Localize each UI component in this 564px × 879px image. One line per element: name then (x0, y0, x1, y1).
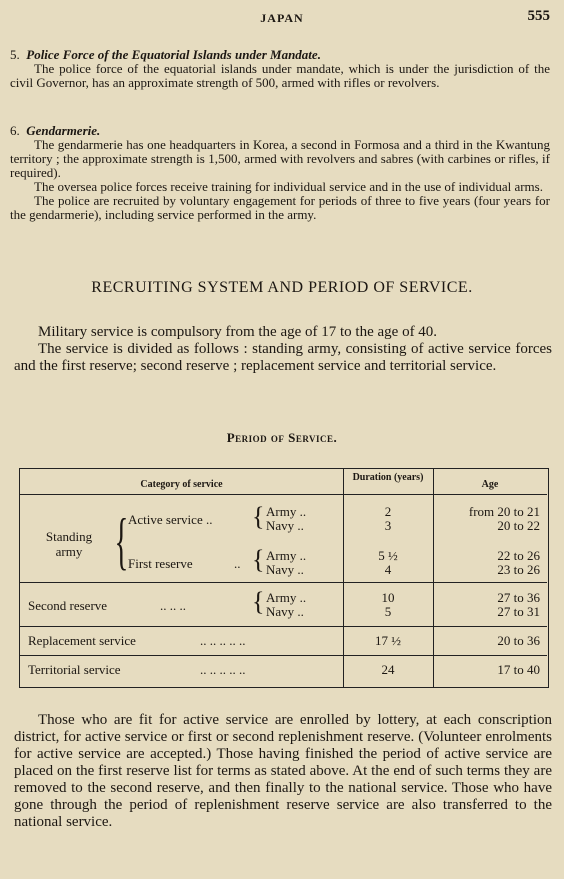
army-label: Army .. (266, 504, 307, 519)
section-6-paragraph-1: The gendarmerie has one headquarters in Korea, a second in Formosa and a third in the Kwantung territory ; the approximate strength is 1,500, armed with revolvers and sabres (with carbines or rifles, if required). (10, 137, 550, 180)
closing-text: Those who are fit for active service are enrolled by lottery, at each conscription district, for active service or first or second replenishment reserve. (Volunteer enrolments for active service are accepted.) Those having finished the period of active service are placed on the first reserve list for terms as stated above. At the end of such terms they are removed to the second reserve, and then finally to the national service. Those who have gone through the period of replenishment reserve service are also transferred to the national service. (14, 712, 552, 830)
header-duration: Duration (years) (352, 472, 424, 483)
section-6-paragraph-3: The police are recruited by voluntary engagement for periods of three to five years (four years for the gendarmerie), including service performed in the army. (10, 193, 550, 222)
duration-cell: 10 (381, 590, 395, 605)
recruiting-text (14, 324, 552, 375)
duration-cell: 4 (384, 562, 392, 577)
duration-cell: 2 (384, 504, 392, 519)
duration-cell: 5 ½ (378, 548, 398, 563)
active-service-label: Active service .. (128, 512, 213, 527)
leader-dots: .. .. .. .. .. (200, 662, 246, 677)
section-5 (10, 48, 550, 90)
recruiting-paragraph-1: Military service is compulsory from the age of 17 to the age of 40. (38, 324, 438, 340)
territorial-label: Territorial service (28, 662, 121, 677)
age-cell: 20 to 22 (497, 518, 540, 533)
leader-dots: .. .. .. (160, 598, 186, 613)
duration-cell: 5 (384, 604, 392, 619)
age-cell: 27 to 36 (497, 590, 540, 605)
duration-cell: 3 (384, 518, 392, 533)
age-cell: 20 to 36 (497, 633, 540, 648)
brace: { (114, 505, 129, 576)
section-6-paragraph-2: The oversea police forces receive training for individual service and in the use of individual arms. (34, 179, 543, 194)
table-title: Period of Service. (226, 430, 338, 445)
divider (20, 494, 547, 495)
recruiting-paragraph-2: The service is divided as follows : standing army, consisting of active service forces and the first reserve; second reserve ; replacement service and territorial service. (14, 341, 552, 374)
closing-paragraph (14, 712, 552, 831)
divider (20, 582, 547, 583)
leader-dots: .. (234, 556, 241, 571)
second-reserve-label: Second reserve (28, 598, 108, 613)
section-6 (10, 124, 550, 222)
navy-label: Navy .. (266, 518, 304, 533)
header-category: Category of service (140, 479, 223, 490)
replacement-label: Replacement service (28, 633, 136, 648)
age-cell: 22 to 26 (497, 548, 540, 563)
army-label: Army .. (266, 590, 307, 605)
age-cell: from 20 to 21 (468, 504, 540, 519)
section-6-number: 6. (10, 123, 20, 138)
navy-label: Navy .. (266, 562, 304, 577)
section-5-title: Police Force of the Equatorial Islands under Mandate. (26, 47, 321, 62)
standing-army-label: Standing army (45, 529, 93, 559)
recruiting-heading: RECRUITING SYSTEM AND PERIOD OF SERVICE. (91, 279, 473, 296)
divider (20, 626, 547, 627)
first-reserve-label: First reserve (128, 556, 193, 571)
duration-cell: 17 ½ (375, 633, 401, 648)
section-5-number: 5. (10, 47, 20, 62)
brace: { (252, 502, 265, 531)
brace: { (252, 545, 265, 574)
page-header (0, 8, 564, 28)
age-cell: 27 to 31 (497, 604, 540, 619)
period-of-service-table (19, 468, 549, 688)
army-label: Army .. (266, 548, 307, 563)
header-age: Age (481, 479, 499, 490)
page-number: 555 (527, 8, 550, 24)
divider (20, 655, 547, 656)
leader-dots: .. .. .. .. .. (200, 633, 246, 648)
age-cell: 17 to 40 (497, 662, 540, 677)
age-cell: 23 to 26 (497, 562, 540, 577)
duration-cell: 24 (381, 662, 395, 677)
navy-label: Navy .. (266, 604, 304, 619)
running-title: JAPAN (260, 11, 304, 25)
section-5-paragraph: The police force of the equatorial islands under mandate, which is under the jurisdiction of the civil Governor, has an approximate strength of 500, armed with rifles or revolvers. (10, 61, 550, 90)
section-6-title: Gendarmerie. (26, 123, 101, 138)
brace: { (252, 587, 265, 616)
